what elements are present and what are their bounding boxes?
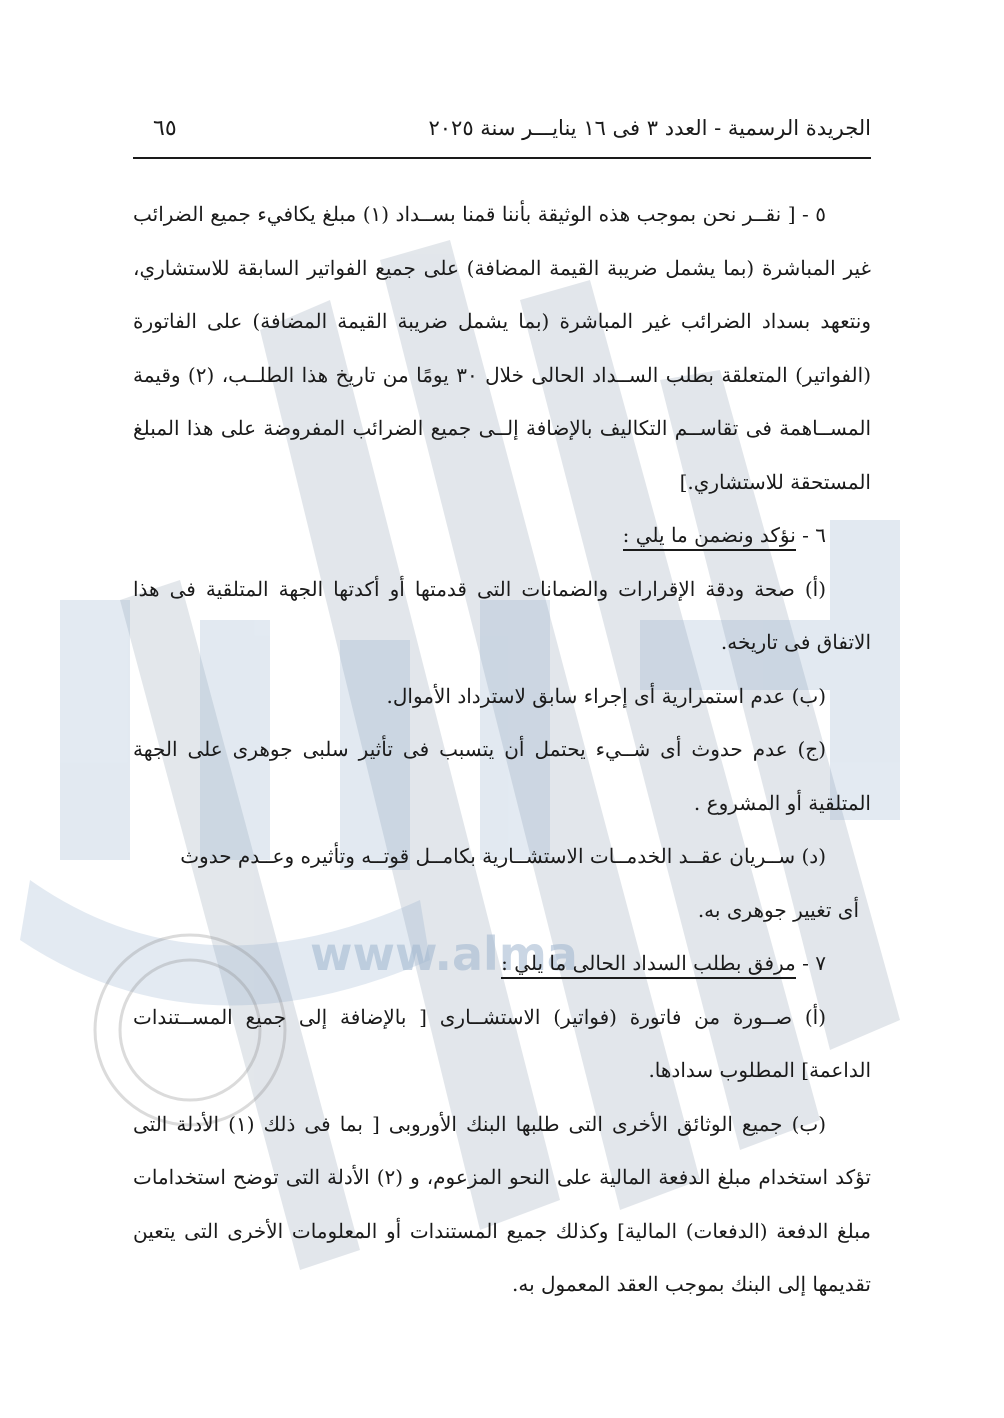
item-6-b: (ب) عدم استمرارية أى إجراء سابق لاسترداد الأموال. <box>386 683 826 708</box>
paragraph-7-heading <box>133 937 871 991</box>
paragraph-6-heading <box>133 509 871 563</box>
item-6-d-line1: (د) ســريان عقــد الخدمــات الاستشــارية بكامــل قوتــه وتأثيره وعــدم حدوث <box>180 844 826 868</box>
page-header <box>133 112 871 152</box>
item-6-d-line2: أى تغيير جوهرى به. <box>697 897 859 922</box>
document-body <box>133 188 871 1312</box>
paragraph-7-number: ٧ - <box>795 951 826 975</box>
header-divider <box>133 157 871 159</box>
page-number: ٦٥ <box>153 116 177 141</box>
item-6-a: (أ) صحة ودقة الإقرارات والضمانات التى قدمتها أو أكدتها الجهة المتلقية فى هذا الاتفاق فى تاريخه. <box>133 576 871 654</box>
item-6-c: (ج) عدم حدوث أى شــيء يحتمل أن يتسبب فى تأثير سلبى جوهرى على الجهة المتلقية أو المشروع . <box>133 737 871 815</box>
paragraph-6-label: نؤكد ونضمن ما يلي : <box>623 523 796 551</box>
paragraph-6-number: ٦ - <box>795 523 826 547</box>
paragraph-5: ٥ - [ نقــر نحن بموجب هذه الوثيقة بأننا قمنا بســداد (١) مبلغ يكافيء جميع الضرائب غير المباشرة (بما يشمل ضريبة القيمة المضافة) على جميع الفواتير السابقة للاستشاري، ونتعهد بسداد الضرائب غير المباشرة (بما يشمل ضريبة القيمة المضافة) على الفاتورة (الفواتير) المتعلقة بطلب الســداد الحالى خلال ٣٠ يومًا من تاريخ هذا الطلــب، (٢) وقيمة المســاهمة فى تقاســم التكاليف بالإضافة إلــى جميع الضرائب المفروضة على هذا المبلغ المستحقة للاستشاري.] <box>133 202 871 494</box>
paragraph-7-label: مرفق بطلب السداد الحالى ما يلي : <box>501 951 796 979</box>
item-7-a: (أ) صــورة من فاتورة (فواتير) الاستشــارى [ بالإضافة إلى جميع المســتندات الداعمة] المطلوب سدادها. <box>133 1004 871 1082</box>
item-7-b: (ب) جميع الوثائق الأخرى التى طلبها البنك الأوروبى [ بما فى ذلك (١) الأدلة التى تؤكد استخدام مبلغ الدفعة المالية على النحو المزعوم، و (٢) الأدلة التى توضح استخدامات مبلغ الدفعة (الدفعات) المالية] وكذلك جميع المستندات أو المعلومات الأخرى التى يتعين تقديمها إلى البنك بموجب العقد المعمول به. <box>133 1111 871 1296</box>
header-title: الجريدة الرسمية - العدد ٣ فى ١٦ ينايـــر سنة ٢٠٢٥ <box>428 116 871 140</box>
watermark-url: www.alma <box>310 927 578 981</box>
